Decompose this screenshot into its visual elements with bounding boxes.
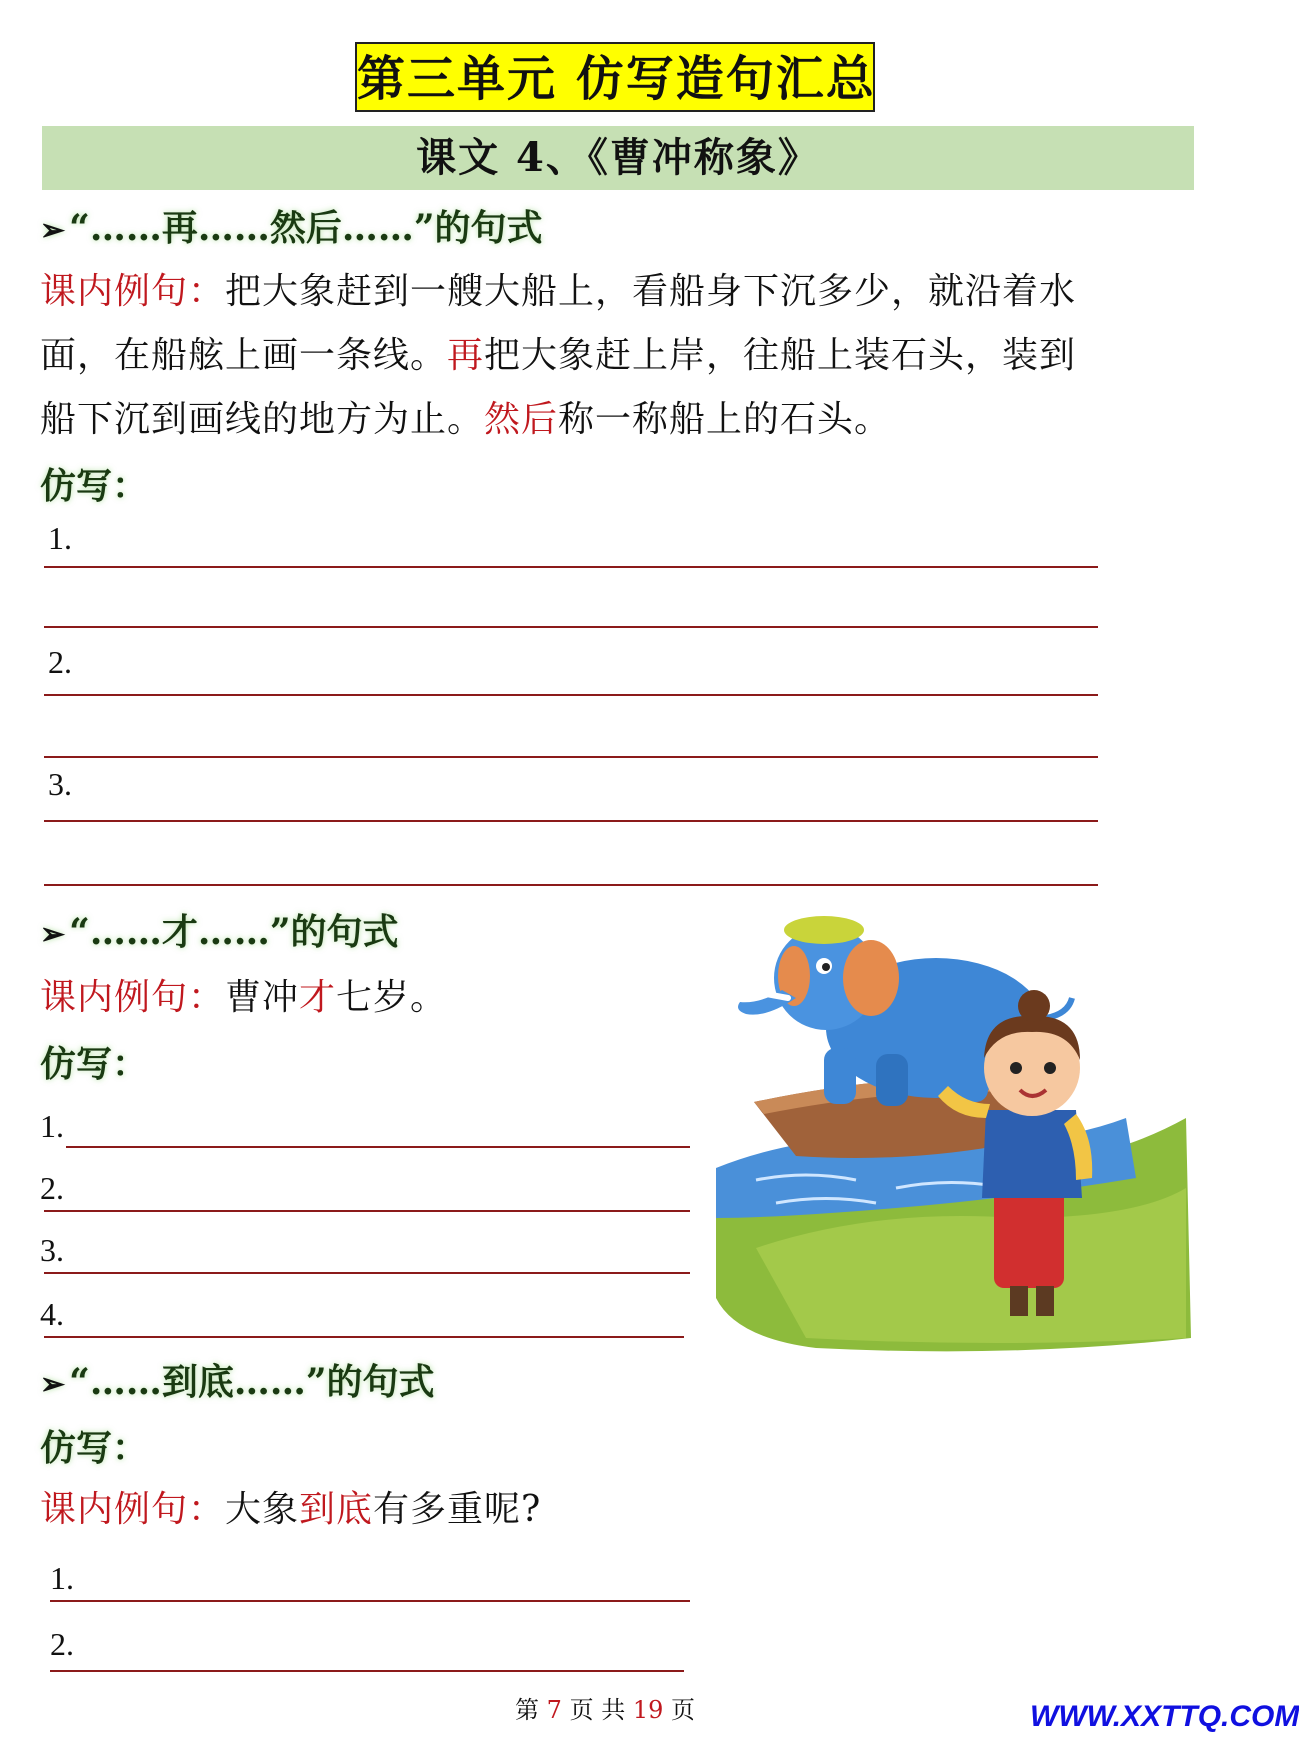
example-text: 大象: [225, 1489, 300, 1530]
answer-line[interactable]: [44, 756, 1098, 758]
section2-imitate-label: 仿写：: [40, 1043, 149, 1085]
example-keyword: 再: [447, 335, 485, 376]
boy-eye: [1044, 1062, 1056, 1074]
answer-line[interactable]: [44, 1336, 684, 1338]
section3-pattern: [40, 1354, 435, 1405]
section1-imitate-label: 仿写：: [40, 465, 149, 507]
boy-shoe: [1010, 1286, 1028, 1316]
page-footer: [515, 1690, 695, 1725]
arrow-icon: ➢: [40, 1367, 66, 1402]
example-keyword: 到底: [299, 1489, 374, 1530]
arrow-icon: ➢: [40, 213, 66, 248]
answer-line[interactable]: [44, 566, 1098, 568]
boy-hair-bun: [1018, 990, 1050, 1022]
total-pages: 19: [632, 1696, 664, 1724]
answer-number: 4.: [40, 1296, 64, 1332]
elephant-boat-illustration: [716, 918, 1196, 1358]
boy-eye: [1010, 1062, 1022, 1074]
unit-title: 第三单元 仿写造句汇总: [355, 42, 875, 112]
lesson-title: 课文 4、《曹冲称象》: [42, 126, 1194, 190]
elephant-leg: [824, 1048, 856, 1104]
elephant-leg: [876, 1054, 908, 1106]
elephant-leg: [956, 1050, 988, 1102]
answer-line[interactable]: [66, 1146, 690, 1148]
example-line3b: 称一称船上的石头。: [558, 399, 892, 440]
answer-number: 2.: [48, 644, 72, 680]
example-line3a: 船下沉到画线的地方为止。: [40, 399, 485, 440]
section3-imitate-label: 仿写：: [40, 1427, 149, 1469]
example-text: 有多重呢?: [373, 1489, 542, 1530]
elephant-ear: [843, 940, 899, 1016]
example-label: 课内例句：: [40, 1489, 226, 1530]
boy-shoe: [1036, 1286, 1054, 1316]
example-line1: 把大象赶到一艘大船上，看船身下沉多少，就沿着水: [225, 271, 1077, 312]
answer-line[interactable]: [44, 694, 1098, 696]
section1-pattern-text: “……再……然后……”的句式: [69, 207, 543, 249]
answer-line[interactable]: [44, 1272, 690, 1274]
answer-number: 2.: [40, 1170, 64, 1206]
answer-number: 1.: [50, 1560, 74, 1596]
section2-pattern-text: “……才……”的句式: [69, 911, 399, 953]
arrow-icon: ➢: [40, 917, 66, 952]
example-label: 课内例句：: [40, 977, 226, 1018]
section3-pattern-text: “……到底……”的句式: [69, 1361, 435, 1403]
footer-middle: 页 共: [569, 1696, 626, 1724]
boy-robe-skirt: [994, 1188, 1064, 1288]
section2-example: [40, 966, 447, 1030]
answer-line[interactable]: [44, 626, 1098, 628]
section3-example: [40, 1478, 541, 1542]
answer-number: 1.: [48, 520, 72, 556]
example-label: 课内例句：: [40, 271, 226, 312]
answer-line[interactable]: [44, 820, 1098, 822]
elephant-tail: [1046, 998, 1072, 1018]
example-text: 七岁。: [336, 977, 448, 1018]
example-line2b: 把大象赶上岸，往船上装石头，装到: [484, 335, 1077, 376]
answer-number: 1.: [40, 1108, 64, 1144]
section1-example: [40, 260, 1210, 452]
example-line2a: 面，在船舷上画一条线。: [40, 335, 448, 376]
answer-line[interactable]: [44, 1210, 690, 1212]
elephant-pupil: [822, 963, 830, 971]
answer-number: 3.: [40, 1232, 64, 1268]
example-keyword: 然后: [484, 399, 559, 440]
elephant-headcloth: [784, 916, 864, 944]
current-page: 7: [546, 1696, 562, 1724]
example-text: 曹冲: [225, 977, 300, 1018]
footer-suffix: 页: [671, 1696, 696, 1724]
answer-number: 2.: [50, 1626, 74, 1662]
footer-prefix: 第: [515, 1696, 539, 1724]
example-keyword: 才: [299, 977, 337, 1018]
website-link[interactable]: WWW.XXTTQ.COM: [1030, 1700, 1299, 1733]
section1-pattern: [40, 200, 543, 251]
answer-line[interactable]: [50, 1670, 684, 1672]
answer-line[interactable]: [44, 884, 1098, 886]
answer-line[interactable]: [50, 1600, 690, 1602]
section2-pattern: [40, 904, 399, 955]
answer-number: 3.: [48, 766, 72, 802]
